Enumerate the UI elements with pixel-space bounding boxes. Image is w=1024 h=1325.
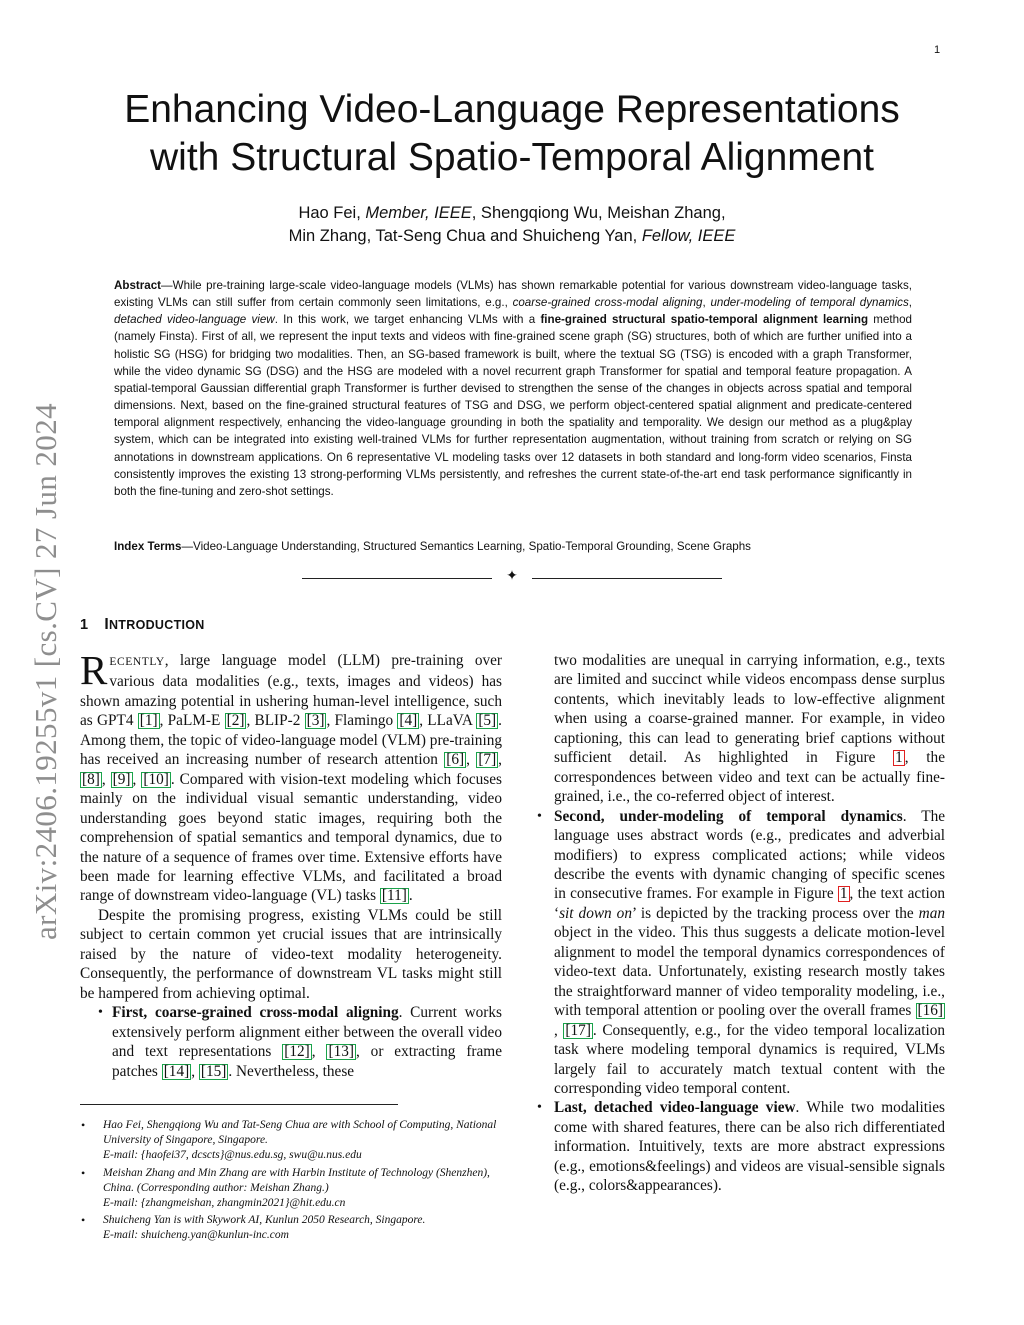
body-emphasis: sit down on — [559, 904, 632, 922]
citation-link[interactable]: [11] — [381, 887, 407, 905]
left-column — [80, 647, 503, 1081]
body-text: object in the video. This thus suggests a delicate motion-level alignment to model the temporal dynamics correspondences of video-text data. Unfortunately, existing research mostly takes the straightforward manner of video temporality modeling, i.e., with temporal attention or pooling over the overall frames — [554, 924, 945, 1020]
author-names: , Shengqiong Wu, Meishan Zhang, — [471, 204, 726, 222]
bullet-title: First, coarse-grained cross-modal aligning — [112, 1004, 399, 1022]
index-terms — [114, 539, 912, 555]
section-divider — [302, 568, 722, 584]
issue-list-left — [80, 1003, 502, 1081]
section-heading-introduction — [80, 616, 205, 634]
body-text: , LLaVA — [419, 712, 477, 730]
citation-link[interactable]: [12] — [284, 1043, 310, 1061]
star-icon: ✦ — [506, 568, 518, 584]
footnote-email: E-mail: {zhangmeishan, zhangmin2021}@hit.edu.cn — [103, 1197, 346, 1210]
citation-link[interactable]: [14] — [163, 1062, 190, 1080]
body-text: , the correspondences between video and text can be actually fine-grained, i.e., the co-referred object of interest. — [554, 749, 945, 806]
body-text: , BLIP-2 — [246, 712, 305, 730]
author-list — [90, 202, 934, 248]
footnote-item — [80, 1213, 510, 1243]
citation-link[interactable]: [10] — [143, 770, 169, 788]
abstract-text: method (namely Finsta). First of all, we represent the input texts and videos with fine-grained scene graph (SG) structures, both of which are further unified into a holistic SG (HSG) for bridging two modalities. Then, an SG-based framework is built, where the textual SG (TSG) is encoded with a graph Transformer, while the video dynamic SG (DSG) and the HSG are modeled with a novel recurrent graph Transformer for spatial and temporal feature propagation. A spatial-temporal Gaussian differential graph Transformer is further devised to strengthen the sense of the changes in objects across spatial and temporal dimensions. Next, based on the fine-grained structural features of TSG and DSG, we perform object-centered spatial alignment and predicate-centered temporal alignment respectively, enhancing the video-language grounding in both the spatiality and temporality. We design our method as a plug&play system, which can be integrated into existing well-trained VLMs for further representation augmentation, without training from scratch or relying on SG annotations in downstream applications. On 6 representative VL modeling tasks over 12 datasets in both standard and long-form video scenarios, Finsta consistently improves the existing 13 strong-performing VLMs persistently, and refreshes the current state-of-the-art end task performance significantly in both the fine-tuning and zero-shot settings. — [114, 313, 912, 498]
bullet-continuation — [533, 651, 945, 807]
body-text: , large language model (LLM) pre-training over various data modalities (e.g., texts, images and videos) has shown amazing potential in ushering human-level intelligence, such as GPT4 — [80, 652, 502, 730]
abstract-emphasis: coarse-grained cross-modal aligning — [512, 296, 703, 310]
body-text: . Consequently, e.g., for the video temporal localization task where modeling temporal dynamics is required, VLMs largely fail to accurately match textual content with the corresponding video temporal content. — [554, 1021, 945, 1097]
body-text: . The language uses abstract words (e.g., predicates and adverbial modifiers) to express complicated actions; while videos describe the events with dynamic changing of specific scenes in consecutive frames. For example in Figure — [554, 807, 946, 903]
abstract-text: , — [702, 296, 711, 310]
list-item: • Second, under-modeling of temporal dynamics. The language uses abstract words (e.g., predicates and adverbial modifiers) to express complicated actions; while videos describe the events with dynamic changing of specific scenes in consecutive frames. For example in Figure 1 , the text action ‘sit down on’ is depicted by the tracking process over the man object in the video. This thus suggests a delicate motion-level alignment to model the temporal dynamics correspondences of video-text data. Unfortunately, existing research mostly takes the straightforward manner of video temporality modeling, i.e., with temporal attention or pooling over the overall frames [16], [17] . Consequently, e.g., for the video temporal localization task where modeling temporal dynamics is required, VLMs largely fail to accurately match textual content with the corresponding video temporal content. — [533, 807, 945, 1099]
abstract-text: , — [908, 296, 912, 310]
abstract-emphasis: detached video-language view — [114, 313, 275, 327]
title-line-2: with Structural Spatio-Temporal Alignment — [150, 136, 874, 179]
intro-paragraph-1: RECENTLY, large language model (LLM) pre-training over various data modalities (e.g., texts, images and videos) has shown amazing potential in ushering human-level intelligence, such as GPT4 [1] , PaLM-E [2] , BLIP-2 [3] , Flamingo [4] , LLaVA [5] . Among them, the topic of video-language model (VLM) pre-training has received an increasing number of research attention [6] , [7] , [8] , [9] , [10] . Compared with vision-text modeling which focuses mainly on the individual visual semantic understanding, video understanding goes beyond static images, requiring both the comprehension of spatial semantics and temporal dynamics, due to the nature of a sequence of frames over time. Extensive efforts have been made for learning effective VLMs, and facilitated a broad range of downstream video-language (VL) tasks [11] . — [80, 647, 503, 905]
index-terms-label: Index Terms — [114, 540, 182, 553]
bullet-title: Second, under-modeling of temporal dynamics — [554, 807, 903, 825]
footnote-text: • Hao Fei, Shengqiong Wu and Tat-Seng Chua are with School of Computing, National University of Singapore, Singapore. — [103, 1119, 497, 1147]
body-text: . Nevertheless, these — [228, 1062, 355, 1080]
divider-line-right — [532, 578, 722, 579]
footnotes — [80, 1118, 510, 1246]
body-text: . Among them, the topic of video-language model (VLM) pre-training has received an increasing number of research attention — [80, 712, 502, 769]
authors-line-1 — [90, 202, 934, 225]
citation-link[interactable]: [7] — [478, 751, 497, 769]
body-text: , Flamingo — [326, 712, 398, 730]
citation-link[interactable]: [15] — [200, 1062, 227, 1080]
author-name: Hao Fei, — [298, 204, 366, 222]
citation-link[interactable]: [16] — [917, 1002, 943, 1020]
list-item: • First, coarse-grained cross-modal aligning. Current works extensively perform alignment either between the overall video and text representations [12] , [13] , or extracting frame patches [14] , [15] . Nevertheless, these — [80, 1003, 502, 1081]
body-text: . Current works extensively perform alignment either between the overall video and text representations — [112, 1004, 502, 1061]
footnote-item — [80, 1118, 510, 1164]
body-text: , the text action ‘ — [554, 885, 945, 922]
citation-link[interactable]: [9] — [112, 770, 131, 788]
section-number: 1 — [80, 617, 89, 633]
abstract-label: Abstract — [114, 279, 162, 292]
citation-link[interactable]: [6] — [446, 751, 465, 769]
author-role: Member, IEEE — [365, 204, 472, 222]
citation-link[interactable]: [2] — [226, 712, 245, 730]
body-text: , or extracting frame patches — [112, 1043, 502, 1080]
paper-title — [90, 86, 934, 182]
citation-link[interactable]: [4] — [399, 712, 418, 730]
author-role: Fellow, IEEE — [641, 227, 736, 245]
title-line-1: Enhancing Video-Language Representations — [124, 88, 900, 131]
section-title-rest: NTRODUCTION — [108, 618, 205, 632]
citation-link[interactable]: [1] — [139, 712, 158, 730]
arxiv-identifier-stamp[interactable]: arXiv:2406.19255v1 [cs.CV] 27 Jun 2024 — [28, 403, 63, 940]
author-names: Min Zhang, Tat-Seng Chua and Shuicheng Yan, — [288, 227, 642, 245]
citation-link[interactable]: [5] — [478, 712, 497, 730]
citation-link[interactable]: [8] — [82, 770, 100, 788]
abstract — [114, 277, 912, 500]
page-number: 1 — [934, 44, 941, 56]
footnote-rule — [80, 1104, 398, 1105]
footnote-text: • Shuicheng Yan is with Skywork AI, Kunlun 2050 Research, Singapore. — [103, 1214, 426, 1227]
index-terms-text: —Video-Language Understanding, Structured Semantics Learning, Spatio-Temporal Grounding, Scene Graphs — [181, 540, 751, 553]
bullet-title: Last, detached video-language view — [554, 1099, 796, 1117]
authors-line-2 — [90, 225, 934, 248]
abstract-bold: fine-grained structural spatio-temporal alignment learning — [540, 313, 869, 327]
issue-list-right — [533, 807, 945, 1196]
citation-link[interactable]: [17] — [565, 1021, 591, 1039]
citation-link[interactable]: [13] — [328, 1043, 354, 1061]
footnote-email: E-mail: shuicheng.yan@kunlun-inc.com — [103, 1229, 289, 1242]
body-text: ’ is depicted by the tracking process over the — [631, 904, 919, 922]
footnote-text: • Meishan Zhang and Min Zhang are with Harbin Institute of Technology (Shenzhen), China. (Corresponding author: Meishan Zhang.) — [103, 1166, 490, 1194]
intro-paragraph-2: Despite the promising progress, existing VLMs could be still subject to certain common yet crucial issues that are intrinsically raised by the nature of video-text modality heterogeneity. Consequently, the performance of downstream VL tasks might still be hampered from achieving optimal. — [80, 906, 502, 1002]
footnote-item — [80, 1166, 510, 1212]
abstract-text: . In this work, we target enhancing VLMs with a — [274, 313, 541, 327]
list-item — [533, 1098, 945, 1195]
body-text: , PaLM-E — [159, 712, 225, 730]
drop-cap: R — [80, 647, 108, 693]
body-text: . Compared with vision-text modeling which focuses mainly on the individual visual semantic understanding, video understanding goes beyond static images, requiring both the comprehension of spatial semantics and temporal dynamics, due to the nature of a sequence of frames over time. Extensive efforts have been made for learning effective VLMs, and facilitated a broad range of downstream video-language (VL) tasks — [80, 770, 503, 905]
right-column — [533, 651, 945, 1196]
figure-reference-link[interactable]: 1 — [839, 885, 848, 903]
abstract-emphasis: under-modeling of temporal dynamics — [710, 296, 909, 310]
abstract-text: —While pre-training large-scale video-language models (VLMs) has shown remarkable potential for various downstream video-language tasks, existing VLMs can still suffer from certain commonly seen limitations, e.g., — [114, 279, 912, 310]
divider-line-left — [302, 578, 492, 579]
body-text: . — [408, 887, 413, 905]
body-text: . While two modalities come with shared features, there can be also rich differentiated information. Intuitively, texts are more abstract expressions (e.g., emotions&feelings) and videos are visual-sensible signals (e.g., colors&appearances). — [554, 1099, 945, 1195]
drop-cap-smallcaps: ECENTLY — [109, 656, 165, 668]
footnote-email: E-mail: {haofei37, dcscts}@nus.edu.sg, swu@u.nus.edu — [103, 1149, 362, 1162]
citation-link[interactable]: [3] — [306, 712, 325, 730]
section-title-initial: I — [104, 616, 109, 633]
body-text: two modalities are unequal in carrying information, e.g., texts are limited and succinct while videos encompass dense surplus contents, which inevitably leads to low-effective alignment when using a coarse-grained manner. For example, in video captioning, this can lead to generating brief captions without sufficient detail. As highlighted in Figure — [554, 652, 945, 767]
figure-reference-link[interactable]: 1 — [895, 749, 903, 767]
body-emphasis: man — [918, 904, 946, 922]
